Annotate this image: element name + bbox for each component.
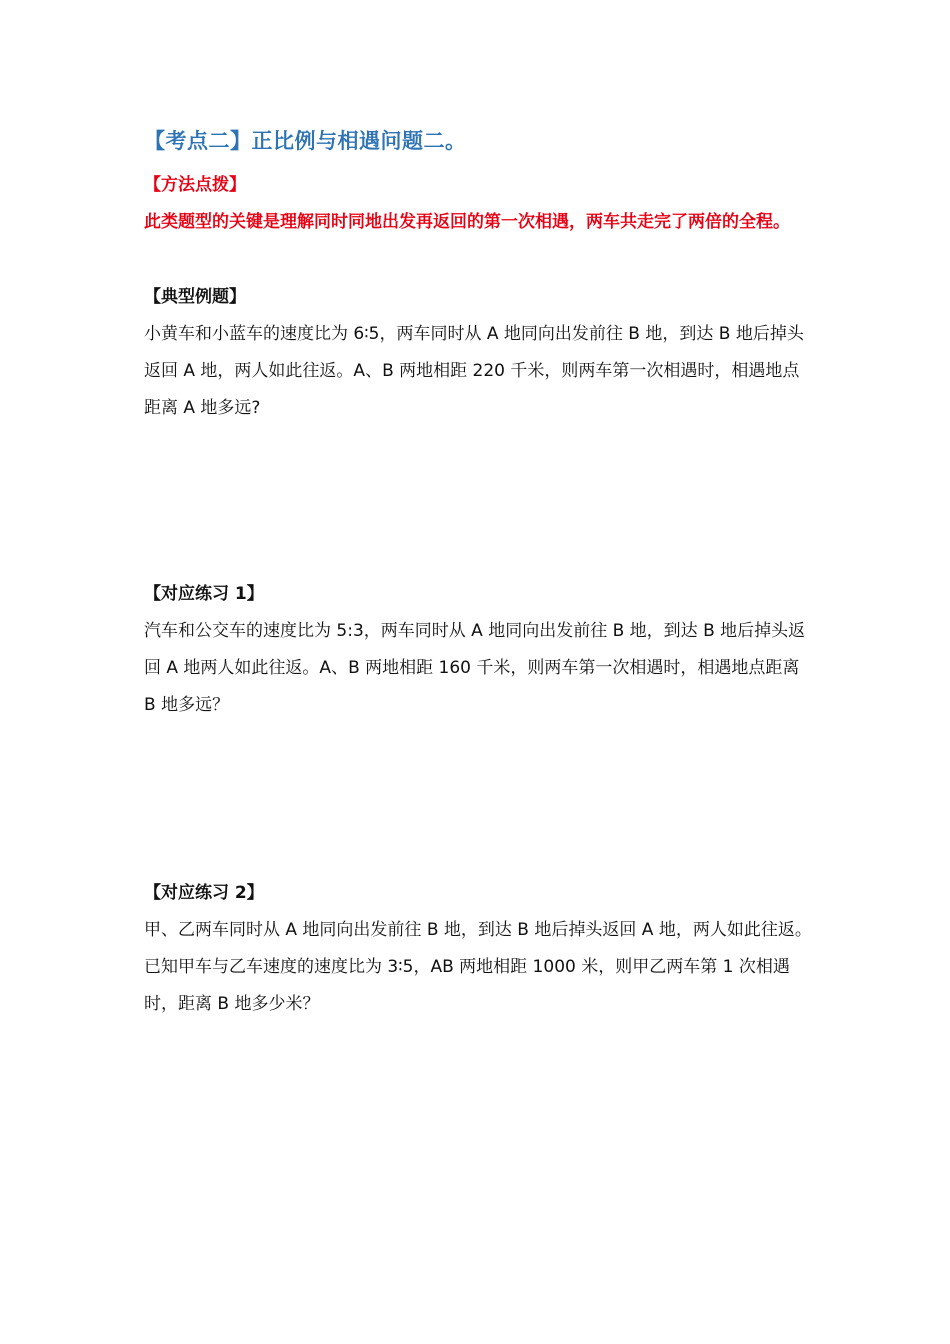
example-problem-text: 小黄车和小蓝车的速度比为 6∶5，两车同时从 A 地同向出发前往 B 地，到达 B 地后掉头返回 A 地，两人如此往返。A、B 两地相距 220 千米，则两车第一次相遇时，相遇地点距离 A 地多远? — [144, 324, 804, 418]
section-title: 【考点二】正比例与相遇问题二。 — [144, 129, 467, 153]
exercise-2-heading: 【对应练习 2】 — [144, 883, 264, 903]
method-text: 此类题型的关键是理解同时同地出发再返回的第一次相遇，两车共走完了两倍的全程。 — [144, 212, 790, 232]
exercise-1-heading: 【对应练习 1】 — [144, 584, 264, 604]
exercise-1-problem-text: 汽车和公交车的速度比为 5:3，两车同时从 A 地同向出发前往 B 地，到达 B 地后掉头返回 A 地两人如此往返。A、B 两地相距 160 千米，则两车第一次相遇时，相遇地点距离 B 地多远？ — [144, 621, 806, 715]
example-heading: 【典型例题】 — [144, 287, 246, 307]
exercise-2-problem-text: 甲、乙两车同时从 A 地同向出发前往 B 地，到达 B 地后掉头返回 A 地，两人如此往返。已知甲车与乙车速度的速度比为 3∶5，AB 两地相距 1000 米，则甲乙两车第 1 次相遇时，距离 B 地多少米？ — [144, 920, 812, 1014]
method-heading: 【方法点拨】 — [144, 175, 246, 195]
